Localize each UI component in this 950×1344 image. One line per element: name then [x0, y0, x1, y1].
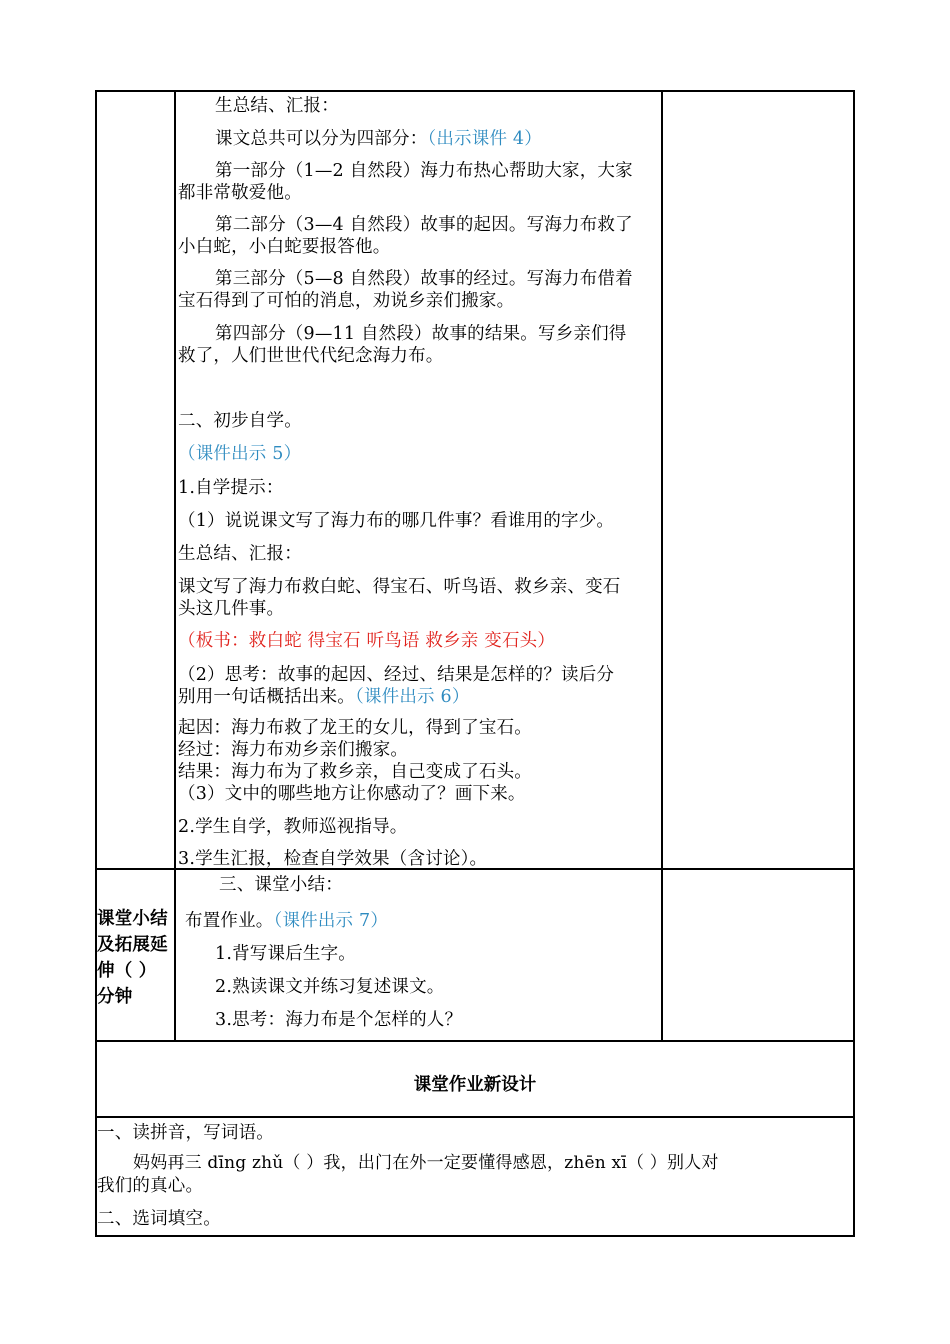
step-2: 2.学生自学，教师巡视指导。	[178, 817, 408, 837]
homework-item-3: 3.思考：海力布是个怎样的人？	[215, 1010, 463, 1030]
design-q1-line2: 我们的真心。	[97, 1176, 204, 1196]
summary-label-line1: 课堂小结	[97, 909, 168, 929]
table-border-right	[853, 90, 855, 1237]
step-3: 3.学生汇报，检查自学效果（含讨论）。	[178, 849, 488, 869]
question-2-line1: （2）思考：故事的起因、经过、结果是怎样的？读后分	[178, 665, 615, 685]
part1-line1: 第一部分（1—2 自然段）海力布热心帮助大家，大家	[215, 161, 633, 181]
summary-label-line2: 及拓展延	[97, 935, 168, 955]
design-q2-title: 二、选词填空。	[97, 1209, 221, 1229]
question-2-ref: （课件出示 6）	[355, 687, 470, 707]
selfstudy-hint: 1.自学提示：	[178, 478, 284, 498]
part3-line2: 宝石得到了可怕的消息，劝说乡亲们搬家。	[178, 291, 515, 311]
table-border-top	[95, 90, 855, 92]
table-border-bottom	[95, 1235, 855, 1237]
parts-intro-ref: （出示课件 4）	[427, 129, 542, 149]
parts-intro-text: 课文总共可以分为四部分：	[215, 129, 428, 149]
row-divider-design	[95, 1040, 855, 1042]
homework-ref: （课件出示 7）	[273, 911, 389, 931]
question-2-text: 别用一句话概括出来。	[178, 687, 355, 707]
part3-line1: 第三部分（5—8 自然段）故事的经过。写海力布借着	[215, 269, 633, 289]
summary-title: 三、课堂小结：	[219, 875, 343, 895]
process-line: 经过：海力布劝乡亲们搬家。	[178, 740, 409, 760]
homework-item-2: 2.熟读课文并练习复述课文。	[215, 977, 445, 997]
question-3: （3）文中的哪些地方让你感动了？画下来。	[178, 784, 526, 804]
design-q1-title: 一、读拼音，写词语。	[97, 1123, 274, 1143]
part2-line1: 第二部分（3—4 自然段）故事的起因。写海力布救了	[215, 215, 633, 235]
design-title: 课堂作业新设计	[413, 1075, 537, 1095]
part2-line2: 小白蛇，小白蛇要报答他。	[178, 237, 391, 257]
summary-label-line4: 分钟	[97, 987, 133, 1007]
summary-2: 生总结、汇报：	[178, 544, 302, 564]
events-line1: 课文写了海力布救白蛇、得宝石、听鸟语、救乡亲、变石	[178, 577, 621, 597]
parts-intro	[215, 128, 542, 150]
summary-label-line3: 伸（ ）	[97, 961, 157, 981]
section2-title: 二、初步自学。	[178, 411, 302, 431]
question-1: （1）说说课文写了海力布的哪几件事？看谁用的字少。	[178, 511, 615, 531]
row-divider-design-title	[95, 1116, 855, 1118]
table-border-left	[95, 90, 97, 1237]
homework-text: 布置作业。	[185, 911, 274, 931]
question-2-line2	[178, 686, 470, 708]
homework-item-1: 1.背写课后生字。	[215, 944, 356, 964]
result-line: 结果：海力布为了救乡亲，自己变成了石头。	[178, 762, 532, 782]
part1-line2: 都非常敬爱他。	[178, 183, 302, 203]
cause-line: 起因：海力布救了龙王的女儿，得到了宝石。	[178, 718, 532, 738]
column-divider-right	[661, 90, 663, 1042]
section2-ref: （课件出示 5）	[178, 444, 302, 464]
column-divider-left	[174, 90, 176, 1042]
summary-intro: 生总结、汇报：	[215, 96, 339, 116]
part4-line2: 救了，人们世世代代纪念海力布。	[178, 346, 444, 366]
events-line2: 头这几件事。	[178, 599, 285, 619]
part4-line1: 第四部分（9—11 自然段）故事的结果。写乡亲们得	[215, 324, 627, 344]
design-q1-line1: 妈妈再三 dīng zhǔ（ ）我，出门在外一定要懂得感恩，zhēn xī（ ）别人对	[133, 1153, 719, 1173]
board-notes: （板书：救白蛇 得宝石 听鸟语 救乡亲 变石头）	[178, 631, 556, 651]
homework-line	[185, 910, 388, 932]
